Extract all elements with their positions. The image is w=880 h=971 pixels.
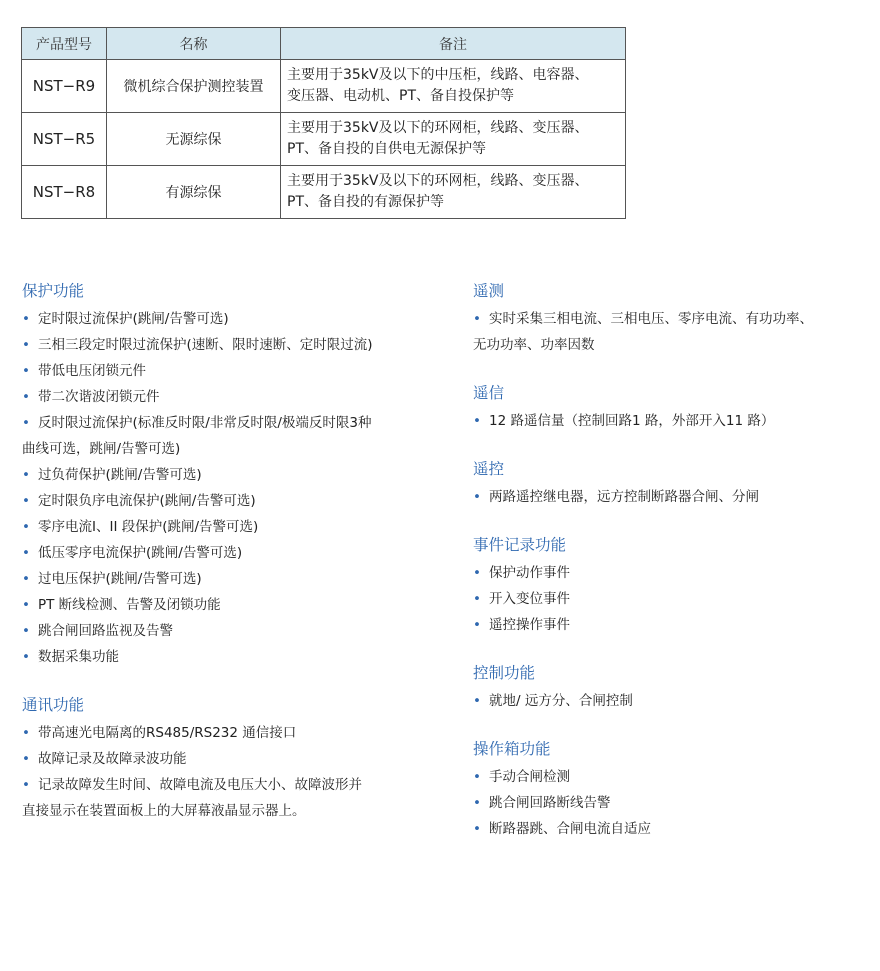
bullet-icon: •: [22, 493, 30, 509]
section-title: 遥测: [473, 282, 505, 300]
list-item: • 保护动作事件: [473, 560, 873, 586]
cell-note: [281, 166, 626, 219]
header-model: 产品型号: [22, 28, 107, 60]
bullet-icon: •: [473, 769, 481, 785]
list-item: • 实时采集三相电流、三相电压、零序电流、有功功率、 无功功率、功率因数: [473, 306, 873, 358]
bullet-icon: •: [473, 591, 481, 607]
list-item: • 三相三段定时限过流保护(速断、限时速断、定时限过流): [22, 332, 432, 358]
list-item-continuation: 直接显示在装置面板上的大屏幕液晶显示器上。: [22, 803, 306, 819]
cell-note: [281, 60, 626, 113]
header-name: 名称: [107, 28, 281, 60]
bullet-icon: •: [473, 311, 481, 327]
bullet-icon: •: [22, 389, 30, 405]
bullet-icon: •: [22, 467, 30, 483]
list-item: • 断路器跳、合闸电流自适应: [473, 816, 873, 842]
list-item: • 故障记录及故障录波功能: [22, 746, 432, 772]
list-item: • 12 路遥信量（控制回路1 路，外部开入11 路）: [473, 408, 873, 434]
cell-name: 无源综保: [107, 113, 281, 166]
note-line: 主要用于35kV及以下的环网柜，线路、变压器、: [287, 120, 589, 136]
list-item: • 手动合闸检测: [473, 764, 873, 790]
bullet-icon: •: [22, 777, 30, 793]
list-item: • 跳合闸回路监视及告警: [22, 618, 432, 644]
right-column: [473, 278, 873, 864]
list-item: • 数据采集功能: [22, 644, 432, 670]
bullet-icon: •: [22, 725, 30, 741]
list-item: • 开入变位事件: [473, 586, 873, 612]
section-title: 遥控: [473, 460, 505, 478]
cell-model: NST−R8: [22, 166, 107, 219]
list-item: • 两路遥控继电器，远方控制断路器合闸、分闸: [473, 484, 873, 510]
list-item: • 过负荷保护(跳闸/告警可选): [22, 462, 432, 488]
list-item: • 反时限过流保护(标准反时限/非常反时限/极端反时限3种 曲线可选，跳闸/告警可选): [22, 410, 432, 462]
bullet-icon: •: [473, 489, 481, 505]
bullet-icon: •: [22, 363, 30, 379]
list-item: • 记录故障发生时间、故障电流及电压大小、故障波形并 直接显示在装置面板上的大屏幕液晶显示器上。: [22, 772, 432, 824]
list-item: • 带二次谐波闭锁元件: [22, 384, 432, 410]
note-line: 变压器、电动机、PT、备自投保护等: [287, 88, 514, 104]
bullet-icon: •: [22, 337, 30, 353]
bullet-icon: •: [473, 693, 481, 709]
section-title: 遥信: [473, 384, 505, 402]
cell-model: NST−R9: [22, 60, 107, 113]
section-operation-box: [473, 736, 873, 842]
section-title: 事件记录功能: [473, 536, 567, 554]
section-title: 通讯功能: [22, 696, 85, 714]
section-telesignal: [473, 380, 873, 434]
list-item-continuation: 无功功率、功率因数: [473, 337, 595, 353]
list-item: • 零序电流I、II 段保护(跳闸/告警可选): [22, 514, 432, 540]
bullet-icon: •: [22, 519, 30, 535]
list-item: • 低压零序电流保护(跳闸/告警可选): [22, 540, 432, 566]
bullet-icon: •: [473, 565, 481, 581]
bullet-icon: •: [22, 545, 30, 561]
header-note: 备注: [281, 28, 626, 60]
section-protection: [22, 278, 432, 670]
cell-note: [281, 113, 626, 166]
section-title: 保护功能: [22, 282, 85, 300]
list-item: • 就地/ 远方分、合闸控制: [473, 688, 873, 714]
bullet-icon: •: [22, 415, 30, 431]
table-header-row: [22, 28, 626, 60]
table-row: [22, 166, 626, 219]
bullet-icon: •: [473, 617, 481, 633]
section-event-record: [473, 532, 873, 638]
note-line: PT、备自投的有源保护等: [287, 194, 444, 210]
product-spec-table: [21, 27, 626, 219]
list-item: • PT 断线检测、告警及闭锁功能: [22, 592, 432, 618]
note-line: 主要用于35kV及以下的环网柜，线路、变压器、: [287, 173, 589, 189]
section-control: [473, 660, 873, 714]
section-title: 操作箱功能: [473, 740, 551, 758]
bullet-icon: •: [22, 597, 30, 613]
list-item: • 带高速光电隔离的RS485/RS232 通信接口: [22, 720, 432, 746]
section-communication: [22, 692, 432, 824]
list-item: • 定时限过流保护(跳闸/告警可选): [22, 306, 432, 332]
bullet-icon: •: [473, 821, 481, 837]
bullet-icon: •: [22, 649, 30, 665]
bullet-icon: •: [473, 795, 481, 811]
list-item: • 遥控操作事件: [473, 612, 873, 638]
list-item-continuation: 曲线可选，跳闸/告警可选): [22, 441, 181, 457]
cell-name: 有源综保: [107, 166, 281, 219]
list-item: • 定时限负序电流保护(跳闸/告警可选): [22, 488, 432, 514]
bullet-icon: •: [22, 571, 30, 587]
list-item: • 过电压保护(跳闸/告警可选): [22, 566, 432, 592]
section-telemetry: [473, 278, 873, 358]
section-title: 控制功能: [473, 664, 536, 682]
section-telecontrol: [473, 456, 873, 510]
bullet-icon: •: [22, 751, 30, 767]
list-item: • 带低电压闭锁元件: [22, 358, 432, 384]
left-column: [22, 278, 432, 846]
list-item: • 跳合闸回路断线告警: [473, 790, 873, 816]
bullet-icon: •: [22, 311, 30, 327]
note-line: PT、备自投的自供电无源保护等: [287, 141, 486, 157]
note-line: 主要用于35kV及以下的中压柜，线路、电容器、: [287, 67, 589, 83]
table-row: [22, 113, 626, 166]
bullet-icon: •: [473, 413, 481, 429]
table-row: [22, 60, 626, 113]
cell-name: 微机综合保护测控装置: [107, 60, 281, 113]
bullet-icon: •: [22, 623, 30, 639]
cell-model: NST−R5: [22, 113, 107, 166]
